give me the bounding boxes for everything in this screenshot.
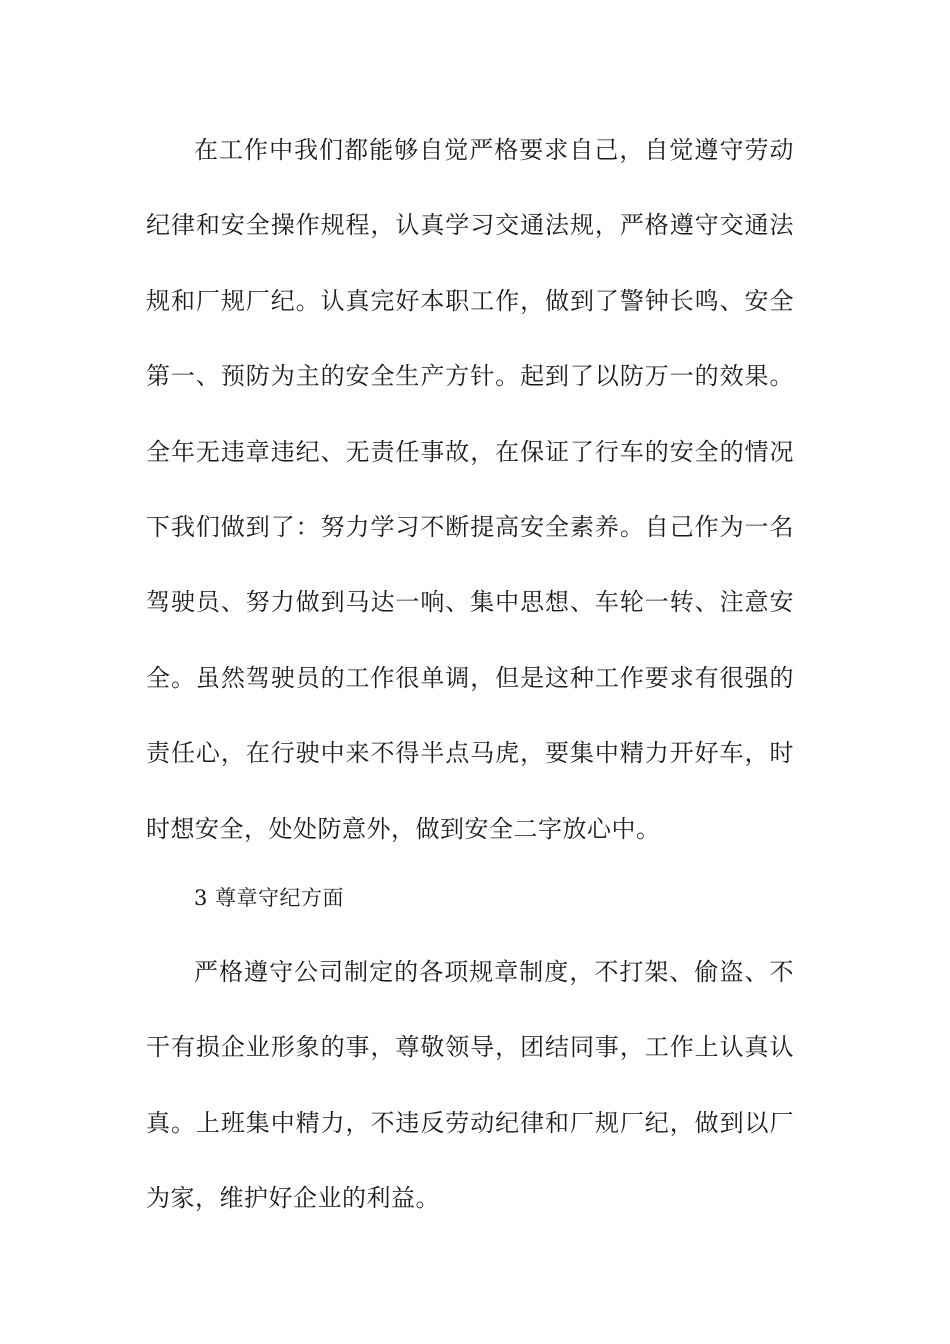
body-paragraph: 严格遵守公司制定的各项规章制度，不打架、偷盗、不干有损企业形象的事，尊敬领导，团结同事，工作上认真认真。上班集中精力，不违反劳动纪律和厂规厂纪，做到以厂为家，维护好企业的利益。 (146, 958, 794, 1213)
section-heading: 3 尊章守纪方面 (194, 886, 345, 910)
body-paragraph: 在工作中我们都能够自觉严格要求自己，自觉遵守劳动纪律和安全操作规程，认真学习交通法规，严格遵守交通法规和厂规厂纪。认真完好本职工作，做到了警钟长鸣、安全第一、预防为主的安全生产方针。起到了以防万一的效果。全年无违章违纪、无责任事故，在保证了行车的安全的情况下我们做到了：努力学习不断提高安全素养。自己作为一名驾驶员、努力做到马达一响、集中思想、车轮一转、注意安全。虽然驾驶员的工作很单调，但是这种工作要求有很强的责任心，在行驶中来不得半点马虎，要集中精力开好车，时时想安全，处处防意外，做到安全二字放心中。 (146, 136, 794, 843)
